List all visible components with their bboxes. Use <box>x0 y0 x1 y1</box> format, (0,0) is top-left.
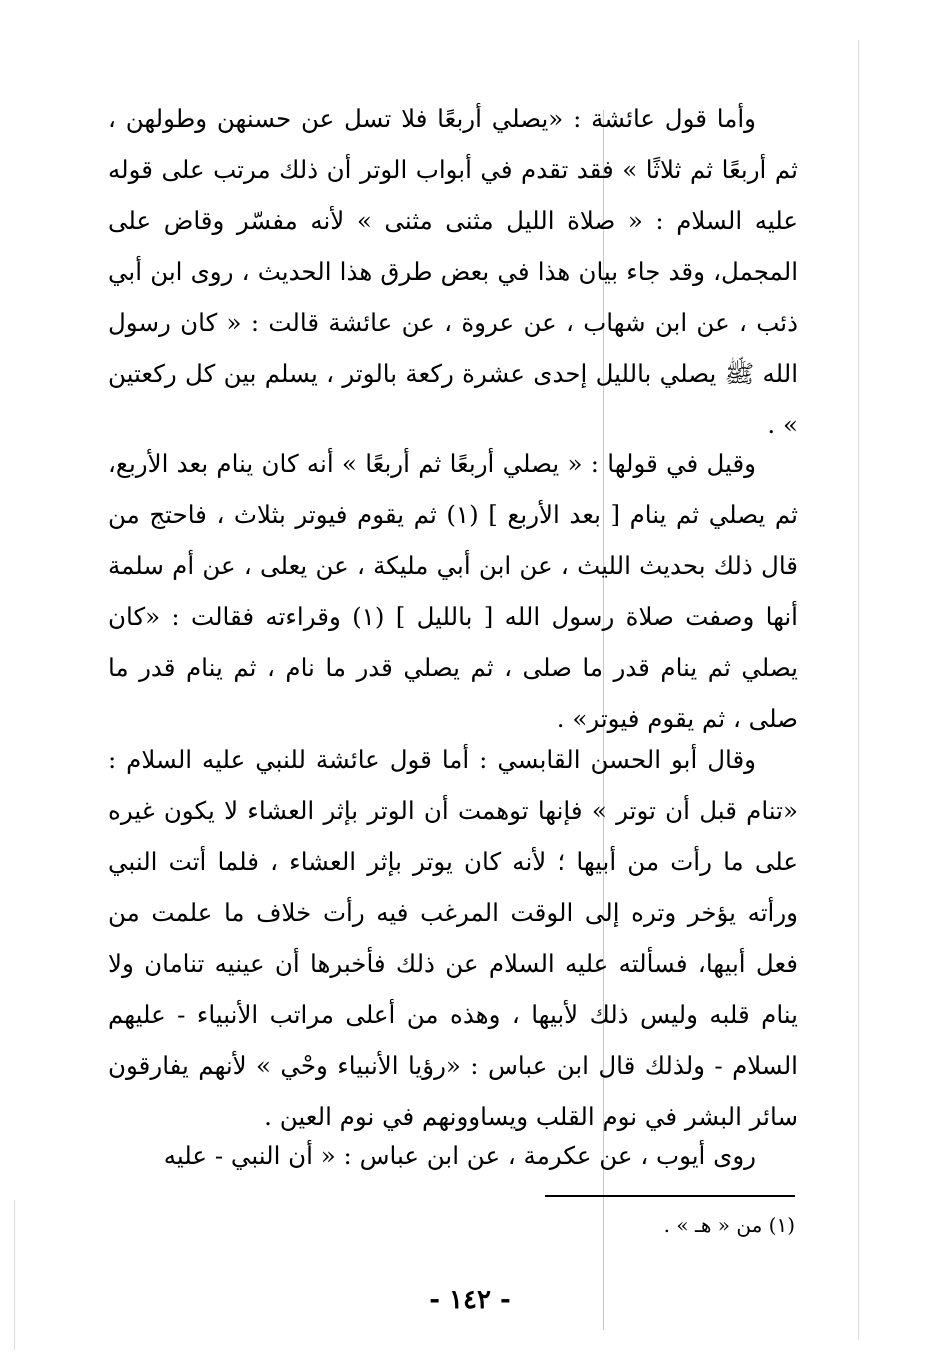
page-number: - ١٤٢ - <box>429 1285 511 1315</box>
footnote: (١) من « هـ » . <box>663 1213 795 1237</box>
paragraph-3-text: وقال أبو الحسن القابسي : أما قول عائشة للنبي عليه السلام : «تنام قبل أن توتر » فإنها توهمت أن الوتر بإثر العشاء لا يكون غيره على ما رأت من أبيها ؛ لأنه كان يوتر بإثر العشاء ، فلما أتت النبي ورأته يؤخر وتره إلى الوقت المرغب فيه رأت خلاف ما علمت من فعل أبيها، فسألته عليه السلام عن ذلك فأخبرها أن عينيه تنامان ولا ينام قلبه وليس ذلك لأبيها ، وهذه من أعلى مراتب الأنبياء - عليهم السلام - ولذلك قال ابن عباس : «رؤيا الأنبياء وحْي » لأنهم يفارقون سائر البشر في نوم القلب ويساوونهم في نوم العين . <box>108 745 798 1131</box>
paragraph-3-block <box>108 734 798 1142</box>
paragraph-4-block <box>108 1130 798 1181</box>
paragraph-3 <box>108 734 798 1142</box>
paragraph-4-text: روى أيوب ، عن عكرمة ، عن ابن عباس : « أن النبي - عليه <box>163 1141 756 1170</box>
paragraph-1-text: وأما قول عائشة : «يصلي أربعًا فلا تسل عن حسنهن وطولهن ، ثم أربعًا ثم ثلاثًا » فقد تقدم في أبواب الوتر أن ذلك مرتب على قوله عليه السلام : « صلاة الليل مثنى مثنى » لأنه مفسّر وقاض على المجمل، وقد جاء بيان هذا في بعض طرق هذا الحديث ، روى ابن أبي ذئب ، عن ابن شهاب ، عن عروة ، عن عائشة قالت : « كان رسول الله ﷺ يصلي بالليل إحدى عشرة ركعة بالوتر ، يسلم بين كل ركعتين » . <box>108 104 798 439</box>
paragraph-4 <box>108 1130 798 1181</box>
paragraph-2-text: وقيل في قولها : « يصلي أربعًا ثم أربعًا » أنه كان ينام بعد الأربع، ثم يصلي ثم ينام [ بعد الأربع ] (١) ثم يقوم فيوتر بثلاث ، فاحتج من قال ذلك بحديث الليث ، عن ابن أبي مليكة ، عن يعلى ، عن أم سلمة أنها وصفت صلاة رسول الله [ بالليل ] (١) وقراءته فقالت : «كان يصلي ثم ينام قدر ما صلى ، ثم يصلي قدر ما نام ، ثم ينام قدر ما صلى ، ثم يقوم فيوتر» . <box>108 449 798 733</box>
scan-line <box>14 1200 15 1350</box>
paragraph-2-block <box>108 438 798 744</box>
footnote-divider <box>545 1195 795 1197</box>
paragraph-2 <box>108 438 798 744</box>
scan-line <box>858 40 859 1340</box>
paragraph-1-block <box>108 93 798 450</box>
paragraph-1 <box>108 93 798 450</box>
